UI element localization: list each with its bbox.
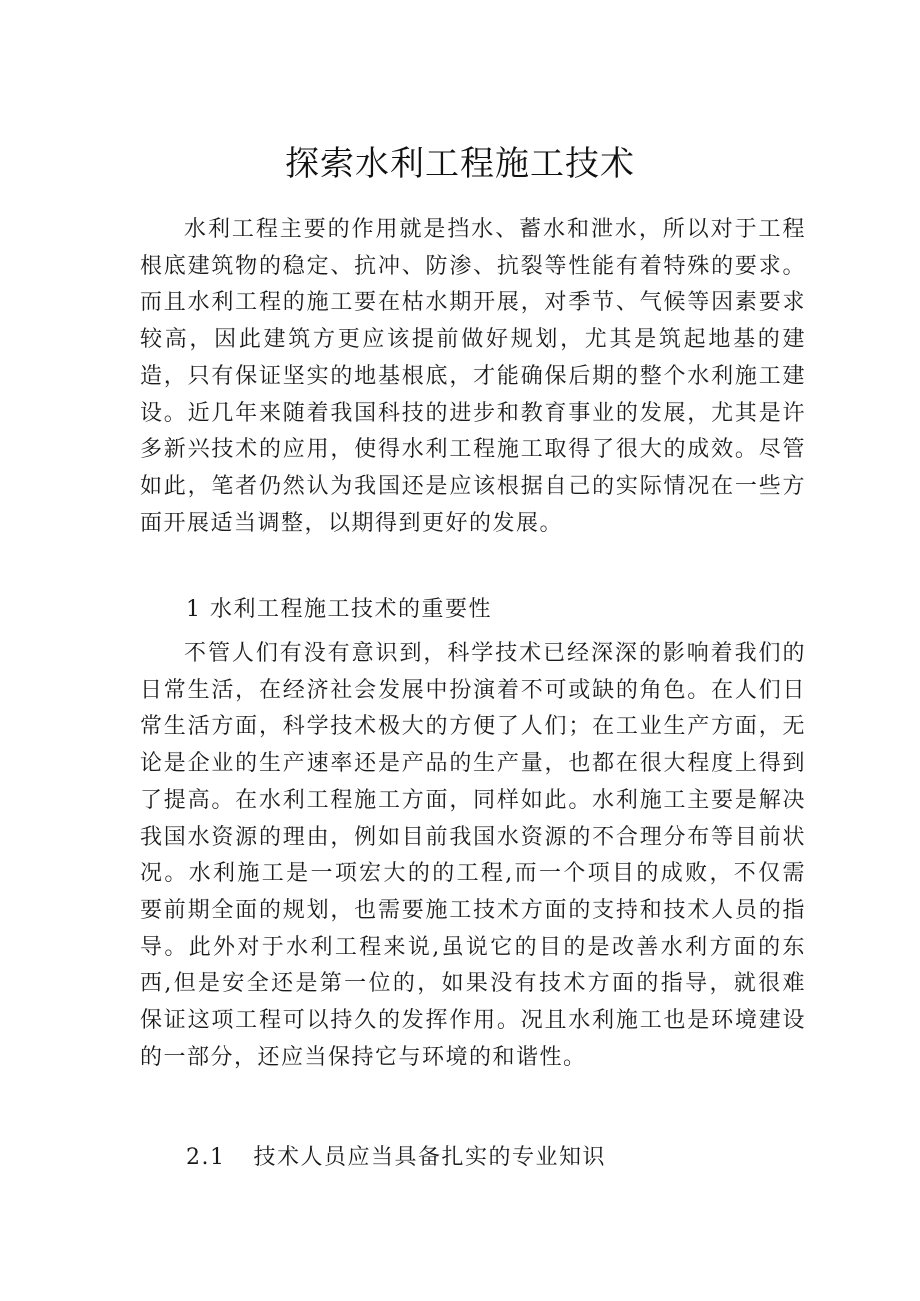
section-1-paragraph: 不管人们有没有意识到，科学技术已经深深的影响着我们的日常生活，在经济社会发展中扮演着不可或缺的角色。在人们日常生活方面，科学技术极大的方便了人们；在工业生产方面，无论是企业的生产速率还是产品的生产量，也都在很大程度上得到了提高。在水利工程施工方面，同样如此。水利施工主要是解决我国水资源的理由，例如目前我国水资源的不合理分布等目前状况。水利施工是一项宏大的的工程,而一个项目的成败，不仅需要前期全面的规划，也需要施工技术方面的支持和技术人员的指导。此外对于水利工程来说,虽说它的目的是改善水利方面的东西,但是安全还是第一位的，如果没有技术方面的指导，就很难保证这项工程可以持久的发挥作用。况且水利施工也是环境建设的一部分，还应当保持它与环境的和谐性。 (140, 641, 806, 1070)
section-heading-1: 1 水利工程施工技术的重要性 (186, 597, 492, 622)
section-number: 2.1 (186, 1145, 226, 1170)
document-title: 探索水利工程施工技术 (285, 144, 635, 184)
section-heading-text: 技术人员应当具备扎实的专业知识 (253, 1145, 607, 1170)
intro-paragraph: 水利工程主要的作用就是挡水、蓄水和泄水，所以对于工程根底建筑物的稳定、抗冲、防渗、抗裂等性能有着特殊的要求。而且水利工程的施工要在枯水期开展，对季节、气候等因素要求较高，因此建筑方更应该提前做好规划，尤其是筑起地基的建造，只有保证坚实的地基根底，才能确保后期的整个水利施工建设。近几年来随着我国科技的进步和教育事业的发展，尤其是许多新兴技术的应用，使得水利工程施工取得了很大的成效。尽管如此，笔者仍然认为我国还是应该根据自己的实际情况在一些方面开展适当调整，以期得到更好的发展。 (140, 217, 806, 536)
section-heading-2-1 (186, 1140, 606, 1176)
